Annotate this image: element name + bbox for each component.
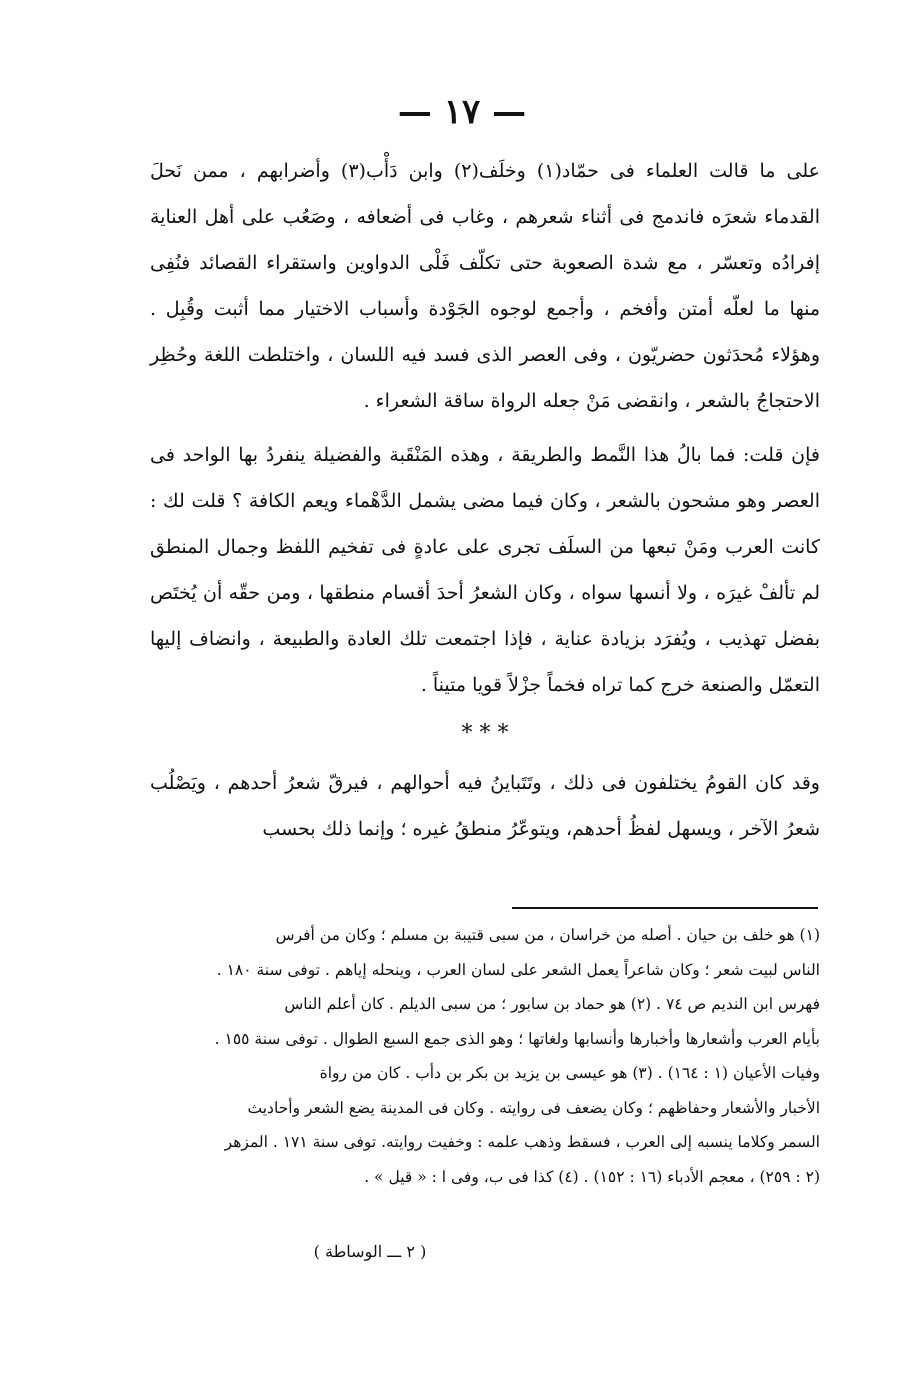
page-number: — ١٧ — xyxy=(397,92,527,132)
footnote-line: (١) هو خلف بن حيان . أصله من خراسان ، من سبى قتيبة بن مسلم ؛ وكان من أفرس xyxy=(275,926,820,944)
main-text xyxy=(150,148,820,852)
paragraph-2: فإن قلت: فما بالُ هذا النَّمط والطريقة ، وهذه المَنْقَبة والفضيلة ينفردُ بها الواحد فى العصر وهو مشحون بالشعر ، وكان فيما مضى يشمل الدَّهْماء ويعم الكافة ؟ قلت لك : كانت العرب ومَنْ تبعها من السلَف تجرى على عادةٍ فى تفخيم اللفظ وجمال المنطق لم تألفْ غيرَه ، ولا أنسها سواه ، وكان الشعرُ أحدَ أقسام منطقها ، ومن حقّه أن يُختَص بفضل تهذيب ، ويُفرَد بزيادة عناية ، فإذا اجتمعت تلك العادة والطبيعة ، وانضاف إليها التعمّل والصنعة خرج كما تراه فخماً جزْلاً قويا متيناً . xyxy=(150,444,820,696)
footnote-line: فهرس ابن النديم ص ٧٤ . (٢) هو حماد بن سابور ؛ من سبى الديلم . كان أعلم الناس xyxy=(284,995,820,1013)
footnotes xyxy=(150,918,820,1194)
footnote-line: بأيام العرب وأشعارها وأخبارها وأنسابها ولغاتها ؛ وهو الذى جمع السبع الطوال . توفى سنة ١٥٥ . xyxy=(214,1029,820,1048)
section-separator: * * * xyxy=(461,721,509,746)
paragraph-1: على ما قالت العلماء فى حمّاد(١) وخلَف(٢) وابن دَأْب(٣) وأضرابهم ، ممن نَحلَ القدماء شعرَه فاندمج فى أثناء شعرهم ، وغاب فى أضعافه ، وصَعُب على أهل العناية إفرادُه وتعسّر ، مع شدة الصعوبة حتى تكلّف فَلْى الدواوين واستقراء القصائد فنُفِى منها ما لعلّه أمتن وأفخم ، وأجمع لوجوه الجَوْدة وأسباب الاختيار مما أثبت وقُبِل . وهؤلاء مُحدَثون حضريّون ، وفى العصر الذى فسد فيه اللسان ، واختلطت اللغة وحُظِر الاحتجاجُ بالشعر ، وانقضى مَنْ جعله الرواة ساقة الشعراء . xyxy=(150,160,820,412)
footnote-divider xyxy=(512,907,818,909)
paragraph-3: وقد كان القومُ يختلفون فى ذلك ، وتَتَباينُ فيه أحوالهم ، فيرقّ شعرُ أحدهم ، ويَصْلُب شعرُ الآخر ، ويسهل لفظُ أحدهم، ويتوعّرُ منطقُ غيره ؛ وإنما ذلك بحسب xyxy=(150,772,820,840)
footnote-line: الناس لبيت شعر ؛ وكان شاعراً يعمل الشعر على لسان العرب ، وينحله إياهم . توفى سنة ١٨٠ . xyxy=(216,960,820,979)
footnote-line: الأخبار والأشعار وحفاظهم ؛ وكان يضعف فى روايته . وكان فى المدينة يضع الشعر وأحاديث xyxy=(247,1098,820,1117)
footnote-line: وفيات الأعيان (١ : ١٦٤) . (٣) هو عيسى بن يزيد بن بكر بن دأب . كان من رواة xyxy=(319,1064,820,1082)
footnote-line: (٢ : ٢٥٩) ، معجم الأدباء (١٦ : ١٥٢) . (٤) كذا فى ب، وفى ا : « قيل » . xyxy=(364,1167,820,1186)
footnote-line: السمر وكلاما ينسبه إلى العرب ، فسقط وذهب علمه : وخفيت روايته. توفى سنة ١٧١ . المزهر xyxy=(224,1133,820,1151)
signature-mark: ( ٢ ـــ الوساطة ) xyxy=(313,1242,427,1261)
